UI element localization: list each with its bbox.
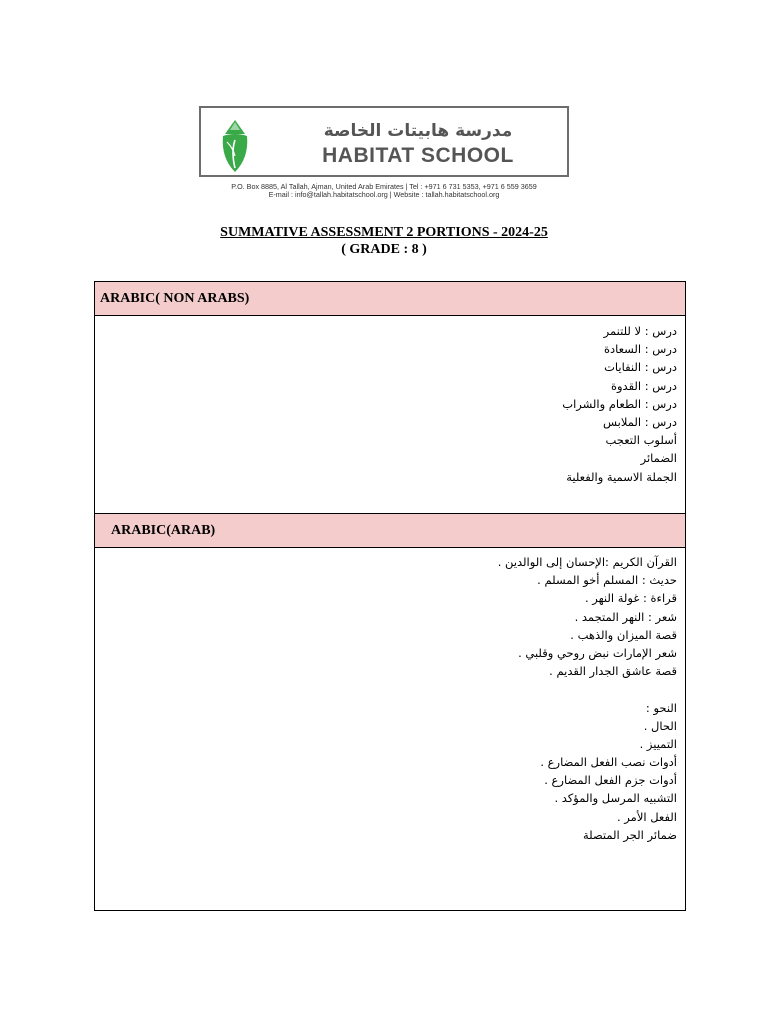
contact-email-line: E-mail : info@tallah.habitatschool.org | Website : tallah.habitatschool.org <box>268 190 500 199</box>
topic-item: شعر الإمارات نبض روحي وقلبي . <box>518 645 677 660</box>
topic-item: التشبيه المرسل والمؤكد . <box>554 791 677 806</box>
topic-item: التمييز . <box>639 736 677 751</box>
topic-item: الحال . <box>643 718 677 733</box>
topic-item: شعر : النهر المتجمد . <box>574 609 677 624</box>
topic-item: الضمائر <box>640 451 677 466</box>
topic-item: قصة عاشق الجدار القديم . <box>549 664 677 679</box>
topic-item: قراءة : غولة النهر . <box>584 591 677 606</box>
document-title: SUMMATIVE ASSESSMENT 2 PORTIONS - 2024-25 <box>220 225 548 240</box>
logo-arabic-name: مدرسة هابيتات الخاصة <box>323 121 513 141</box>
topic-item: القرآن الكريم :الإحسان إلى الوالدين . <box>497 555 677 569</box>
topic-item: ضمائر الجر المتصلة <box>582 827 677 842</box>
portions-table <box>94 281 686 911</box>
topic-item: أسلوب التعجب <box>605 433 677 448</box>
topic-list-arabic-arab <box>498 553 677 844</box>
topic-item: درس : السعادة <box>603 342 677 357</box>
topic-item: أدوات جزم الفعل المضارع . <box>544 773 677 788</box>
topic-list-arabic-non-arabs <box>562 322 677 486</box>
topic-item: أدوات نصب الفعل المضارع . <box>540 755 677 770</box>
section-header-arabic-arab <box>95 513 685 548</box>
topic-item: درس : الطعام والشراب <box>562 396 677 411</box>
document-subtitle: ( GRADE : 8 ) <box>341 242 427 257</box>
topic-item: درس : لا للتنمر <box>603 324 677 338</box>
topic-spacer <box>498 680 677 698</box>
topic-item: درس : النفايات <box>604 360 677 375</box>
section-heading: ARABIC( NON ARABS) <box>100 291 250 306</box>
topic-item: الجملة الاسمية والفعلية <box>566 469 677 484</box>
topic-item: حديث : المسلم أخو المسلم . <box>537 573 677 588</box>
logo-english-name: HABITAT SCHOOL <box>322 144 514 167</box>
pencil-leaf-icon <box>217 118 253 174</box>
topic-item: النحو : <box>645 700 677 715</box>
section-heading: ARABIC(ARAB) <box>111 523 216 538</box>
topic-item: قصة الميزان والذهب . <box>570 627 677 642</box>
topic-item: درس : القدوة <box>610 378 677 393</box>
topic-item: الفعل الأمر . <box>617 809 677 824</box>
section-header-arabic-non-arabs <box>95 282 685 316</box>
school-logo <box>199 106 569 177</box>
topic-item: درس : الملابس <box>603 414 677 429</box>
contact-address-line: P.O. Box 8885, Al Tallah, Ajman, United Arab Emirates | Tel : +971 6 731 5353, +971 6 559 3659 <box>231 182 537 191</box>
